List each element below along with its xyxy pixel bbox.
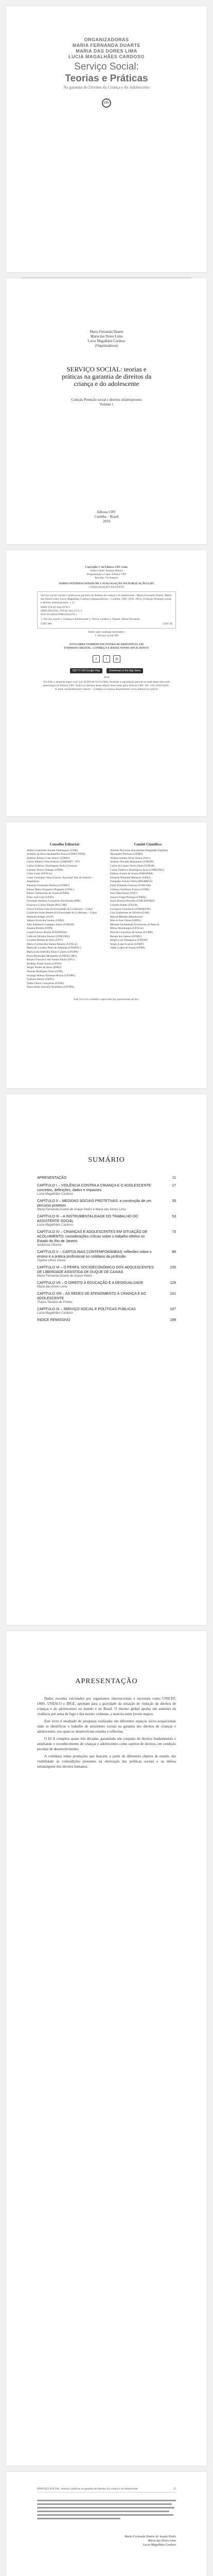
index-title: Índice para catálogo sistemático	[88, 631, 125, 634]
toc-entry[interactable]	[37, 1265, 176, 1275]
presentation-paragraph: A coletânea reúne produções que buscam, a partir de diferentes objetos de estudo, dar visibilidade às contradições presentes na efetivação das políticas sociais e na defesa intransigente dos direitos humanos.	[37, 1754, 176, 1769]
publisher-city: Curitiba – Brasil	[94, 515, 119, 519]
legal-notice: ESTA OBRA TAMBÉM ENCONTRA-SE DISPONÍVEL EM FORMATO DIGITAL. CONHEÇA E BAIXE NOSSO APLICATIVO!	[64, 643, 149, 650]
board-member: Fernando Antônio Gonçalves Alcoforado (IPB)	[27, 900, 81, 903]
board-member: Sydione Santos (UEPG)	[27, 978, 55, 981]
board-member: Elione Maria Nogueira Diogenes (UFAL)	[27, 888, 74, 891]
toc-entry-label: CAPÍTULO VII – O DIREITO À EDUCAÇÃO E A DESIGUALDADE	[37, 1281, 144, 1285]
board-member: Jailson Alves dos Santos (UFRJ)	[27, 919, 64, 923]
toc-entry-author: Lucia Magalhães Cardoso	[37, 1193, 73, 1196]
board-member: Rodrigo Pratte-Santos (UFES)	[27, 962, 62, 965]
toc-entry-label: APRESENTAÇÃO	[37, 1176, 67, 1180]
board-member: Leonel Severo Rocha (UNISINOS)	[27, 931, 67, 935]
board-member: Carlos Federico Dominguez Avila (UNIEURO)	[110, 868, 164, 872]
isbn-digital: ISBN DIGITAL 978-85-444-2575-4	[41, 609, 82, 613]
presentation-body	[37, 1696, 176, 1769]
board-member: Jairo Marchesan (UNC)	[110, 892, 137, 895]
cdu: CDU 36	[163, 622, 172, 625]
board-member: Carmen Tereza Velanga (UNIR)	[27, 868, 63, 872]
presentation-title: APRESENTAÇÃO	[75, 1677, 138, 1685]
board-member: Andréia da Silva Quintanilha Sousa (UNIR/UFRN)	[27, 853, 85, 856]
board-member: Francisco Carlos Duarte (PUC-PR)	[27, 903, 67, 907]
board-member: Tadeu Oliver Gonçalves (UFPA)	[27, 981, 64, 985]
board-member: Helmuth Krüger (UCP)	[27, 915, 54, 919]
board-member: Eduardo Pimentel Menezes (UERJ)	[110, 876, 151, 879]
organizers-label: ORGANIZADORAS	[84, 37, 129, 42]
title-volume: Volume 1	[99, 402, 114, 406]
isbn: ISBN 978-85-444-2576-1	[41, 606, 70, 609]
board-member: Valter Lopes de Souza (UFPR)	[110, 946, 146, 950]
toc-entry-author: Tayana Ulhoa Sousa	[37, 1259, 66, 1262]
organizer-name: LUCIA MAGALHÃES CARDOSO	[68, 54, 145, 59]
toc-entry-page: 35	[172, 1199, 176, 1203]
organizer-name: MARIA DAS DORES LIMA	[76, 48, 137, 54]
toc-entry-author: Thaiza Teixeira de Freitas	[37, 1301, 73, 1304]
toc-entry-label: CAPÍTULO V – CARTOLINAS CONTEMPORÂNEAS: reflexões sobre o ensino e a prática profissional no cotidiano da profissão	[37, 1250, 152, 1259]
page-number: 13	[173, 2487, 176, 2490]
toc-entry-page: 167	[170, 1308, 176, 1311]
board-member: Renato Francisco dos Santos Paula (UFG)	[27, 958, 75, 962]
board-member: Tania Suely Azevedo Brasileiro (UFOPA)	[27, 986, 75, 989]
board-member: Carlos de Castro Neves Neto (UNESP)	[110, 864, 155, 868]
toc-entry[interactable]	[37, 1214, 176, 1224]
toc-entry-label: CAPÍTULO IX – SERVIÇO SOCIAL E POLÍTICAS PÚBLICAS	[37, 1308, 136, 1311]
publisher-logo-icon: CRV	[102, 98, 111, 108]
signature-name: Maria Fernanda Duarte de Araujo Pedro	[125, 2535, 176, 2538]
doi: DOI 10.24824/978854442576.1	[41, 613, 77, 616]
toc-entry[interactable]	[37, 1281, 176, 1285]
book-title: SERVIÇO SOCIAL: teorias e práticas na garantia de direitos da criança e do adolescente	[61, 365, 152, 387]
board-member: Andrea Jurema Alves Souza (FAG)	[110, 856, 150, 860]
presentation-page	[6, 1631, 207, 2466]
cover-subtitle: Na garantia de Direitos da Criança e do Adolescente	[63, 85, 150, 90]
board-member: Cesar Gerónimo Tello (Univer. Nacional Três de Febrero – Argentina)	[27, 876, 94, 884]
author-name: Lucia Magalhães Cardoso	[87, 339, 126, 343]
cover-title-line2: Teorias e Práticas	[65, 73, 148, 84]
toc-entry[interactable]	[37, 1292, 176, 1301]
toc-entry-label: CAPÍTULO VI – O PERFIL SOCIOECONÔMICO DOS ADOLESCENTES DE LIBERDADE ASSISTIDA DE DUQUE DE CAXIAS	[37, 1266, 154, 1274]
board-member: Eduardo Fernandes Barbosa (UFMG)	[27, 884, 69, 887]
board-member: Celso Conti (UFSCar)	[27, 872, 52, 876]
toc-entry-author: Maria Fernanda Duarte de Araujo Pedro e Maria das Dores Lima	[37, 1208, 126, 1211]
board-member: Lídia de Oliveira Xavier (UNIEURO)	[27, 935, 70, 938]
instagram-icon[interactable]: ◎	[113, 655, 120, 663]
title-authors	[6, 330, 207, 348]
board-member: Alexandre Pierezan (UFMS)	[110, 853, 143, 856]
board-member: Fabio Eduardo Cressoni (UNILAB)	[110, 884, 151, 887]
board-member: Renata dos Santos (UFMG)	[110, 935, 142, 938]
editor-line: Editor-chefe: Railson Moura	[90, 569, 123, 572]
board-member: Antônio Pereira Gaio Júnior (UFRRJ)	[27, 856, 70, 860]
toc-entry-page: 17	[172, 1184, 176, 1188]
toc-entry[interactable]	[37, 1307, 176, 1312]
board-member: Mirna Montenegro (UFSCar)	[110, 927, 144, 930]
facebook-icon[interactable]: f	[93, 655, 100, 663]
scientific-committee	[110, 843, 186, 990]
review-note: Este livro foi avaliado e aprovado por pareceristas ad hoc.	[74, 997, 139, 1001]
board-member: Maria Cristina dos Santos Bezerra (UFSCar)	[27, 942, 78, 946]
index-entry: 1. Serviço social 360	[94, 634, 119, 637]
board-member: Michael Soubbotnik (University of Paris 8)	[110, 923, 159, 926]
scientific-list	[110, 849, 186, 951]
signature-name: Maria das Dores Lima	[148, 2539, 176, 2543]
toc-entry-page: 89	[172, 1250, 176, 1254]
author-role: (Organizadoras)	[95, 344, 118, 348]
toc-entry-page: 53	[172, 1215, 176, 1218]
toc-entry-label: CAPÍTULO II – MEDIDAS SOCIAIS PROTETIVAS: a construção de um percurso protetivo	[37, 1199, 151, 1208]
organizer-name: MARIA FERNANDA DUARTE	[72, 43, 141, 48]
cover-page	[6, 6, 207, 272]
toc-entry-label: CAPÍTULO I – VIOLÊNCIA CONTRA A CRIANÇA E O ADOLESCENTE: conceitos, definições, dados e impasses	[37, 1184, 152, 1192]
running-header: SERVIÇO SOCIAL: teorias e práticas na garantia de direitos da criança e do adolescente	[37, 2487, 138, 2490]
board-member: Carlos Federico Domínguez Avila (Unieuro)	[27, 864, 77, 868]
editorial-board-title: Conselho Editorial:	[49, 842, 80, 846]
board-member: Adriane Piovezan (Faculdades Integradas Espírita)	[110, 849, 168, 852]
board-member: Simone Rodrigues Pinto (UNB)	[27, 970, 63, 973]
toc-list	[37, 1176, 176, 1323]
toc-entry[interactable]	[37, 1176, 176, 1180]
toc-entry-page: 73	[172, 1230, 176, 1234]
toc-entry-label: ÍNDICE REMISSIVO	[37, 1318, 70, 1322]
toc-entry-author: Lucia Magalhães Cardoso	[37, 1312, 73, 1315]
cover-title-line1: Serviço Social:	[74, 61, 139, 72]
toc-entry-page: 189	[170, 1318, 176, 1322]
board-member: Maria de Lourdes Pinto de Almeida (UNOESC)	[27, 946, 81, 950]
board-member: João Adalberto Campato Junior (UNESP)	[27, 923, 74, 926]
board-member: Aldira Guimarães Duarte Domínguez (UNB)	[27, 849, 78, 852]
toc-title: SUMÁRIO	[88, 1156, 125, 1164]
board-member: Jussara Fraga Portugal (UNEB)	[110, 895, 146, 899]
board-member: Maria Lília Imbiriba Sousa Colares (UFOPA)	[27, 951, 79, 954]
board-member: Sérgio Luiz Nakagawa (UNESP)	[110, 939, 148, 942]
catalog-card	[37, 591, 176, 629]
author-name: Maria Fernanda Duarte	[90, 330, 123, 334]
board-member: Euripedes Falcão Vieira (IHGRRGS)	[110, 880, 152, 884]
board-member: Antônio Nivaldo Hespanhol (UNESP)	[110, 860, 154, 864]
board-member: Gilmara Yoshihara Franco (UNIR)	[110, 888, 150, 891]
toc-entry-author: Lucia Magalhães Cardoso	[37, 1224, 73, 1227]
toc-entry-page: 11	[172, 1176, 176, 1180]
title-page	[6, 278, 207, 544]
catalog-header: DADOS INTERNACIONAIS DE CATALOGAÇÃO NA PUBLICAÇÃO (CIP)	[59, 582, 154, 585]
board-member: Lourdes Helena da Silva (UFV)	[27, 939, 63, 942]
signature-name: Lucia Magalhães Cardoso	[143, 2544, 176, 2547]
review-line: Revisão: Os Autores	[95, 577, 118, 580]
copyright-page	[6, 550, 207, 816]
twitter-icon[interactable]: t	[103, 655, 110, 663]
toc-entry-label: CAPÍTULO III – A INSTRUMENTALIDADE DO TRABALHO DO ASSISTENTE SOCIAL	[37, 1215, 138, 1223]
board-member: Sergio Lupe Scaroni (UFMT)	[110, 942, 144, 946]
keywords: 1. Serviço social 2. Criança e Adolescente 3. Teoria e prática I. Duarte, Maria Fernanda	[41, 618, 140, 621]
title-collection: Coleção Proteção social e direitos infantojuvenis	[71, 398, 142, 402]
cdd: CDD 360	[41, 622, 52, 625]
presentation-signature	[6, 2535, 176, 2547]
toc-page	[6, 1094, 207, 1625]
presentation-paragraph: Este livro é resultado de pesquisas realizadas em diferentes espaços sócio-ocupacionais onde se identificou o trabalho de assistentes sociais na garantia dos direitos de crianças e adolescentes, nos quais se desenvolvem estudos e reflexões.	[37, 1719, 176, 1734]
board-member: Edilson Soares de Souza (FABAPAR)	[110, 872, 153, 876]
layout-line: Diagramação e Capa: Editora CRV	[86, 573, 127, 576]
board-member: Karla Rosário Brumes (UNICENTRO)	[110, 900, 154, 903]
cover-organizers	[6, 37, 207, 60]
board-member: Luiz Guilherme de Oliveira (UnB)	[110, 911, 150, 915]
address-text: Foi feito o depósito legal conf. Lei 10.994 de 14/12/2004. Proibida a reprodução parcial ou total desta obra sem autorização da Editora CRV. Todos os direitos desta edição reservados pela: Editora CRV. Tel.: (41) 3039-6418 – E-mail: sac@editoracrv.com.br – Conheça os nossos lançamentos: www.editoracrv.com.br	[43, 681, 170, 691]
board-member: Leandro Baller (UFGD)	[110, 903, 138, 907]
publication-year: 2018	[103, 519, 110, 523]
board-member: Gloria Fariñas León (Universidade de La Havana – Cuba)	[27, 907, 93, 911]
toc-entry-author: Maria das Dores Lima	[37, 1285, 67, 1289]
board-member: Marcel Mendes (Mackenzie)	[110, 915, 143, 919]
presentation-end-page	[6, 2472, 207, 2576]
app-store-badge[interactable]: Download on the App Store	[106, 668, 143, 673]
board-member: Carlos Alberto Vilar Estêvão (UMINHO – PT)	[27, 860, 80, 864]
rights-year: 2018	[103, 676, 110, 679]
board-member: Priscila Gonçalves de Souza (UCDB)	[110, 931, 153, 935]
copyright-line: Copyright © da Editora CRV Ltda.	[85, 566, 128, 569]
board-member: Solange Helena Ximenes-Rocha (UFOPA)	[27, 974, 76, 977]
boards-page	[6, 822, 207, 1088]
board-member: Élsio José Corá (UFFS)	[27, 895, 54, 899]
board-member: Elizeu Clementino de Souza (UNEB)	[27, 892, 69, 895]
board-member: Guillermo Arias Beatón (Universidade de La Havana – Cuba)	[27, 911, 97, 915]
toc-entry-label: CAPÍTULO VIII – AS REDES DE ATENDIMENTO À CRIANÇA E AO ADOLESCENTE	[37, 1292, 146, 1300]
toc-entry-page: 151	[170, 1292, 176, 1296]
toc-entry[interactable]	[37, 1250, 176, 1259]
editorial-board	[27, 843, 103, 990]
toc-entry-label: CAPÍTULO IV – CRIANÇAS E ADOLESCENTES EM SITUAÇÃO DE ACOLHIMENTO: considerações críticas sobre o trabalho efetivo no Estado do Rio de Janeiro	[37, 1230, 148, 1243]
board-member: Sérgio Nunes de Jesus (IFRO)	[27, 966, 61, 970]
board-member: Josania Portela (UFPI)	[27, 927, 53, 930]
editorial-list	[27, 849, 103, 990]
board-member: Marcio Jose Ornat (UEPG)	[110, 919, 141, 923]
board-member: Lucimara Crescencio (UNIOESTE)	[110, 907, 151, 911]
board-member: Paulo Romualdo Hernandes (UNIFAL-MG)	[27, 954, 77, 958]
toc-entry-author: Maria Fernanda Duarte de Araujo Pedro	[37, 1275, 92, 1278]
toc-entry[interactable]	[37, 1199, 176, 1208]
scientific-committee-title: Comitê Científico:	[134, 842, 163, 846]
catalog-subheader: CATALOGAÇÃO NA FONTE	[88, 586, 125, 589]
publisher-name: Editora CRV	[97, 510, 116, 514]
catalog-text: Serviço social: teorias e práticas na garantia de direitos da criança e do adolescente / Maria Fernanda Duarte, Maria das Dores Lima, Lucia Magalhães Cardoso (organizadoras) – Curitiba: CRV, 2018. 196 p. (Coleção Proteção social e direitos infantojuvenis, v. 1)	[41, 594, 171, 604]
author-name: Maria das Dores Lima	[90, 334, 123, 338]
presentation-paragraph: O ECA completa quase três décadas, garantindo um conjunto de direitos fundamentais e ampliando o reconhecimento de crianças e adolescentes como sujeitos de direitos, em condição peculiar de desenvolvimento.	[37, 1737, 176, 1751]
toc-entry-author: Andressa Oliveira	[37, 1244, 62, 1247]
presentation-paragraph: Dados recentes veiculados por organismos internacionais e nacionais como UNICEF, OMS, UNESCO e IBGE, apontam para a gravidade da situação de violação de direitos de crianças e de adolescentes no mundo e no Brasil. O mesmo global aponta um aumento da violência por arma de fogo e das mortes violentas, a maioria entre jovens negros.	[37, 1697, 176, 1716]
toc-entry[interactable]	[37, 1183, 176, 1193]
toc-entry[interactable]	[37, 1318, 176, 1323]
toc-entry-page: 129	[170, 1281, 176, 1285]
google-play-badge[interactable]: GET IT ON Google Play	[70, 668, 102, 673]
toc-entry-page: 105	[170, 1266, 176, 1269]
toc-entry[interactable]	[37, 1230, 176, 1244]
